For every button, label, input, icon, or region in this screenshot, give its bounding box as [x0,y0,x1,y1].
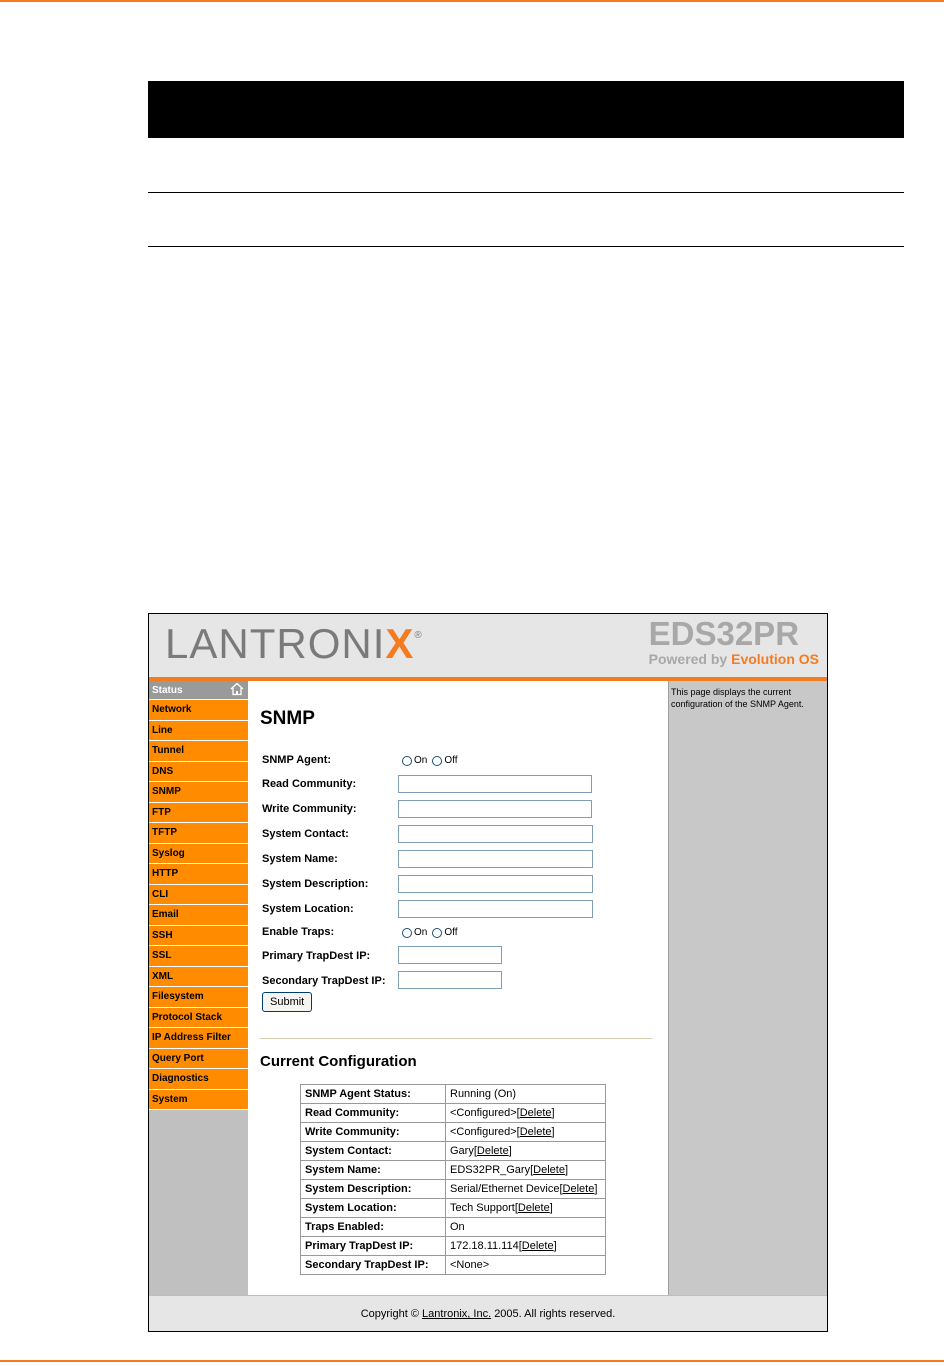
table-row [301,1085,606,1104]
lantronix-logo: LANTRONIX® [165,620,423,667]
config-value-cell: Tech Support[Delete] [446,1199,606,1218]
page-top-rule [0,0,944,2]
document-header-bar [148,81,904,138]
table-row [301,1161,606,1180]
snmp-agent-off-radio[interactable] [432,756,442,766]
submit-button[interactable]: Submit [262,992,312,1012]
system-name-input[interactable] [398,850,593,868]
config-key: Read Community: [301,1104,446,1123]
sidebar-item-ftp[interactable]: FTP [149,803,248,824]
sidebar-item-diagnostics[interactable]: Diagnostics [149,1069,248,1090]
enable-traps-off-radio[interactable] [432,928,442,938]
delete-link[interactable]: Delete [517,1202,550,1214]
config-value-cell [446,1218,606,1237]
sidebar-item-query-port[interactable]: Query Port [149,1049,248,1070]
config-value-cell [446,1085,606,1104]
secondary-trapdest-input[interactable] [398,971,502,989]
config-value: EDS32PR_Gary [450,1164,531,1176]
primary-trapdest-input[interactable] [398,946,502,964]
config-value: Running (On) [450,1088,517,1100]
snmp-agent-radio-group: On Off [402,755,463,766]
sidebar-item-ssh[interactable]: SSH [149,926,248,947]
read-community-input[interactable] [398,775,592,793]
write-community-input[interactable] [398,800,592,818]
current-configuration-title: Current Configuration [260,1053,417,1070]
delete-link[interactable]: Delete [533,1164,565,1176]
snmp-agent-on-radio[interactable] [402,756,412,766]
config-value: Serial/Ethernet Device [450,1183,560,1195]
sidebar-item-status[interactable]: Status [149,681,248,700]
help-panel [668,681,827,1295]
table-row [301,1104,606,1123]
table-row [301,1180,606,1199]
enable-traps-label: Enable Traps: [262,926,335,938]
system-name-label: System Name: [262,853,338,865]
footer: Copyright © Lantronix, Inc. 2005. All rights reserved. [149,1295,827,1331]
system-location-input[interactable] [398,900,593,918]
primary-trapdest-label: Primary TrapDest IP: [262,950,371,962]
config-value: Gary [450,1145,474,1157]
product-branding [649,616,819,666]
sidebar-nav [149,681,248,1295]
table-row [301,1199,606,1218]
config-value: 172.18.11.114 [450,1240,519,1252]
config-key: SNMP Agent Status: [301,1085,446,1104]
sidebar-item-snmp[interactable]: SNMP [149,782,248,803]
document-divider [148,246,904,247]
table-row [301,1123,606,1142]
help-text: This page displays the current configuration of the SNMP Agent. [671,687,804,709]
sidebar-item-xml[interactable]: XML [149,967,248,988]
sidebar-item-protocol-stack[interactable]: Protocol Stack [149,1008,248,1029]
sidebar-item-filesystem[interactable]: Filesystem [149,987,248,1008]
config-value: <Configured> [450,1107,517,1119]
config-value-cell: Gary[Delete] [446,1142,606,1161]
current-configuration-table [300,1084,606,1275]
sidebar-item-ssl[interactable]: SSL [149,946,248,967]
app-header [149,614,827,677]
table-row [301,1142,606,1161]
system-description-input[interactable] [398,875,593,893]
delete-link[interactable]: Delete [476,1145,509,1157]
config-key: Secondary TrapDest IP: [301,1256,446,1275]
config-value-cell: 172.18.11.114[Delete] [446,1237,606,1256]
sidebar-item-ip-address-filter[interactable]: IP Address Filter [149,1028,248,1049]
home-icon[interactable] [230,682,244,696]
config-key: Traps Enabled: [301,1218,446,1237]
sidebar-item-line[interactable]: Line [149,721,248,742]
config-value: Tech Support [450,1202,515,1214]
delete-link[interactable]: Delete [562,1183,595,1195]
snmp-agent-label: SNMP Agent: [262,754,332,766]
page-title: SNMP [260,708,315,729]
secondary-trapdest-label: Secondary TrapDest IP: [262,975,386,987]
sidebar-item-cli[interactable]: CLI [149,885,248,906]
sidebar-item-email[interactable]: Email [149,905,248,926]
system-contact-label: System Contact: [262,828,349,840]
delete-link[interactable]: Delete [519,1107,552,1119]
powered-by: Powered by Evolution OS [648,651,819,667]
sidebar-item-syslog[interactable]: Syslog [149,844,248,865]
sidebar-item-dns[interactable]: DNS [149,762,248,783]
delete-link[interactable]: Delete [521,1240,554,1252]
sidebar-item-system[interactable]: System [149,1090,248,1111]
write-community-label: Write Community: [262,803,357,815]
enable-traps-on-radio[interactable] [402,928,412,938]
sidebar-item-tftp[interactable]: TFTP [149,823,248,844]
config-value-cell: <Configured>[Delete] [446,1104,606,1123]
config-value-cell [446,1256,606,1275]
table-row [301,1256,606,1275]
delete-link[interactable]: Delete [519,1126,552,1138]
config-value: On [450,1221,465,1233]
config-key: System Contact: [301,1142,446,1161]
config-value-cell: <Configured>[Delete] [446,1123,606,1142]
config-key: System Name: [301,1161,446,1180]
web-manager-screenshot [148,613,828,1332]
enable-traps-radio-group: On Off [402,927,463,938]
system-description-label: System Description: [262,878,369,890]
config-key: Write Community: [301,1123,446,1142]
config-key: System Location: [301,1199,446,1218]
config-key: System Description: [301,1180,446,1199]
page-bottom-rule [0,1360,944,1362]
config-value: <None> [450,1259,490,1271]
config-value-cell: EDS32PR_Gary[Delete] [446,1161,606,1180]
read-community-label: Read Community: [262,778,357,790]
section-divider [260,1038,652,1039]
sidebar-item-network[interactable]: Network [149,700,248,721]
config-value-cell: Serial/Ethernet Device[Delete] [446,1180,606,1199]
config-key: Primary TrapDest IP: [301,1237,446,1256]
table-row [301,1237,606,1256]
system-location-label: System Location: [262,903,354,915]
document-divider [148,192,904,193]
config-value: <Configured> [450,1126,517,1138]
sidebar-item-tunnel[interactable]: Tunnel [149,741,248,762]
system-contact-input[interactable] [398,825,593,843]
table-row [301,1218,606,1237]
product-name: EDS32PR [648,615,800,652]
lantronix-link[interactable]: Lantronix, Inc. [422,1308,492,1320]
sidebar-item-http[interactable]: HTTP [149,864,248,885]
main-content [248,681,668,1295]
